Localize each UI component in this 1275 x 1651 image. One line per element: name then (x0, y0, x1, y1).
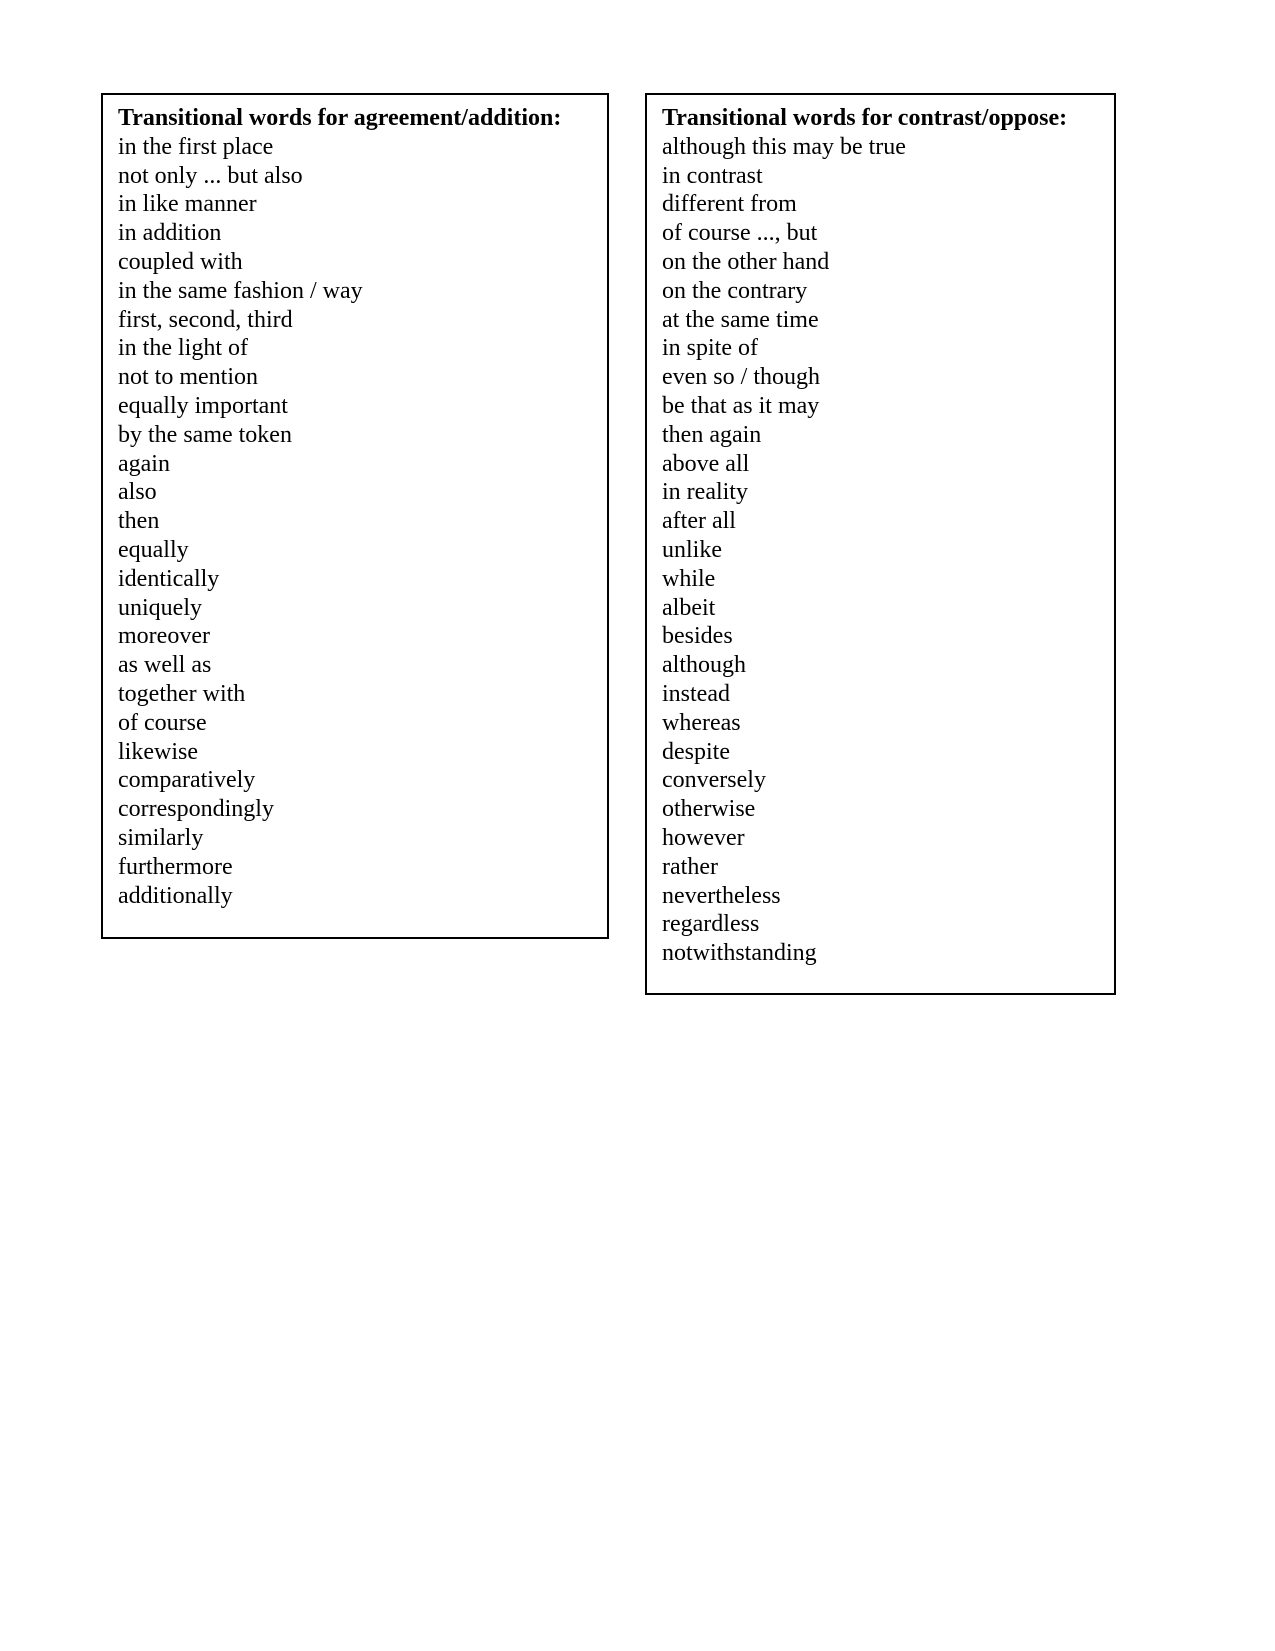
word-list-item: at the same time (662, 306, 819, 333)
word-list-item: besides (662, 623, 733, 650)
word-list-item: above all (662, 450, 750, 477)
word-list-item: likewise (118, 738, 198, 765)
contrast-oppose-box (645, 93, 1116, 995)
word-list-item: albeit (662, 594, 716, 621)
word-list-item: however (662, 824, 745, 851)
word-list-item: conversely (662, 767, 766, 794)
word-list-item: in contrast (662, 162, 763, 189)
word-list-item: while (662, 565, 716, 592)
word-list-item: different from (662, 191, 797, 218)
word-list-item: notwithstanding (662, 940, 817, 967)
word-list-item: not only ... but also (118, 162, 303, 189)
word-list-item: similarly (118, 824, 204, 851)
word-list-item: regardless (662, 911, 760, 938)
word-list-item: although this may be true (662, 133, 906, 160)
contrast-word-list (662, 133, 1100, 968)
word-list-item: additionally (118, 882, 233, 909)
word-list-item: in like manner (118, 191, 257, 218)
word-list-item: furthermore (118, 853, 233, 880)
word-list-item: in addition (118, 220, 222, 247)
word-list-item: in the first place (118, 133, 274, 160)
word-list-item: moreover (118, 623, 210, 650)
word-list-item: of course ..., but (662, 220, 818, 247)
word-list-item: by the same token (118, 421, 292, 448)
word-list-item: first, second, third (118, 306, 293, 333)
word-list-item: even so / though (662, 364, 820, 391)
word-list-item: despite (662, 738, 730, 765)
word-list-item: uniquely (118, 594, 202, 621)
word-list-item: be that as it may (662, 392, 820, 419)
word-list-item: together with (118, 680, 246, 707)
word-list-item: as well as (118, 652, 212, 679)
word-list-item: in spite of (662, 335, 758, 362)
word-list-item: in the same fashion / way (118, 277, 363, 304)
word-list-item: after all (662, 508, 736, 535)
word-list-item: in reality (662, 479, 748, 506)
word-list-item: although (662, 652, 746, 679)
word-list-item: again (118, 450, 170, 477)
word-list-item: on the contrary (662, 277, 808, 304)
word-list-item: equally important (118, 392, 288, 419)
agreement-box-title: Transitional words for agreement/addition: (118, 105, 562, 131)
word-list-item: also (118, 479, 157, 506)
word-list-item: comparatively (118, 767, 256, 794)
contrast-box-title: Transitional words for contrast/oppose: (662, 105, 1068, 131)
word-list-item: then again (662, 421, 762, 448)
word-list-item: identically (118, 565, 220, 592)
word-list-item: unlike (662, 536, 722, 563)
word-list-item: whereas (662, 709, 741, 736)
word-list-item: equally (118, 536, 189, 563)
word-list-item: in the light of (118, 335, 248, 362)
agreement-addition-box (101, 93, 609, 939)
word-list-item: correspondingly (118, 796, 274, 823)
word-list-item: instead (662, 680, 730, 707)
word-list-item: rather (662, 853, 718, 880)
word-list-item: nevertheless (662, 882, 781, 909)
word-list-item: then (118, 508, 160, 535)
word-list-item: coupled with (118, 248, 243, 275)
word-list-item: on the other hand (662, 248, 830, 275)
word-list-item: otherwise (662, 796, 756, 823)
word-list-item: of course (118, 709, 207, 736)
word-list-item: not to mention (118, 364, 258, 391)
agreement-word-list (118, 133, 593, 911)
